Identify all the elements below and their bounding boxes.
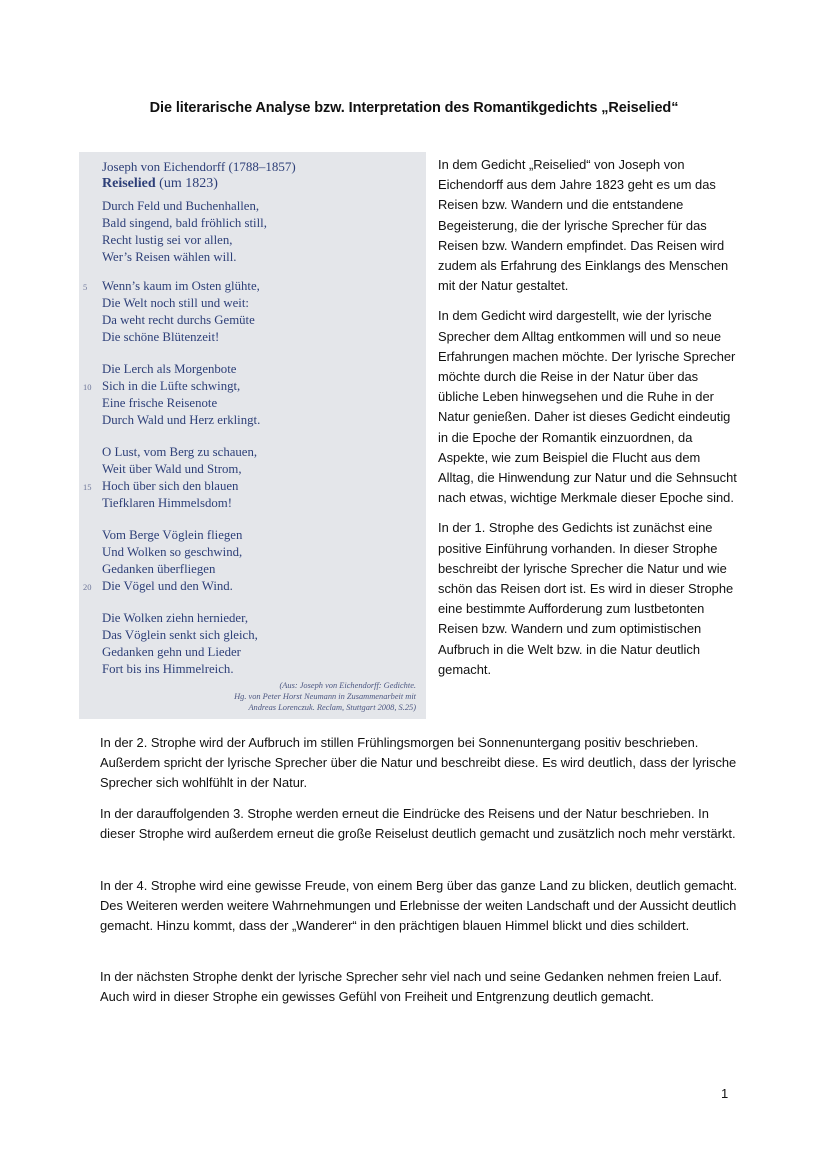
- poem-line: Sich in die Lüfte schwingt,: [102, 379, 241, 393]
- paragraph-stanza-1: In der 1. Strophe des Gedichts ist zunächst eine positive Einführung vorhanden. In dieser Strophe beschreibt der lyrische Sprecher die Natur und wie schön das Reisen dort ist. Es wird in dieser Strophe eine bestimmte Aufforderung zum lustbetonten Reisen bzw. Wandern und zum optimistischen Aufbruch in die Welt bzw. in die Natur deutlich gemacht.: [438, 520, 734, 677]
- poem-line: Die Wolken ziehn hernieder,: [102, 611, 249, 625]
- poem-heading: [102, 176, 218, 192]
- poem-line: Die Lerch als Morgenbote: [102, 362, 237, 376]
- paragraph-stanza-4: [100, 876, 740, 937]
- poem-line: Wer’s Reisen wählen will.: [102, 250, 237, 264]
- line-number: 10: [83, 382, 92, 392]
- poem-line: Die schöne Blütenzeit!: [102, 330, 220, 344]
- poem-source-line: Hg. von Peter Horst Neumann in Zusammenarbeit mit: [234, 692, 416, 701]
- poem-line: Vom Berge Vöglein fliegen: [102, 528, 243, 542]
- poem-line: O Lust, vom Berg zu schauen,: [102, 445, 258, 459]
- line-number: 15: [83, 482, 92, 492]
- poem-image: [79, 152, 426, 719]
- poem-line: Tiefklaren Himmelsdom!: [102, 496, 232, 510]
- right-column-text: [438, 155, 738, 690]
- poem-line: Bald singend, bald fröhlich still,: [102, 216, 267, 230]
- poem-line: Gedanken gehn und Lieder: [102, 645, 241, 659]
- poem-line: Und Wolken so geschwind,: [102, 545, 243, 559]
- poem-line: Gedanken überfliegen: [102, 562, 216, 576]
- poem-line: Wenn’s kaum im Osten glühte,: [102, 279, 260, 293]
- poem-line: Fort bis ins Himmelreich.: [102, 662, 234, 676]
- poem-line: Durch Wald und Herz erklingt.: [102, 413, 261, 427]
- poem-line: Eine frische Reisenote: [102, 396, 218, 410]
- paragraph-stanza-5: [100, 967, 740, 1007]
- line-number: 5: [83, 282, 88, 292]
- poem-line: Durch Feld und Buchenhallen,: [102, 199, 260, 213]
- line-number: 20: [83, 582, 92, 592]
- paragraph-stanza-3: [100, 804, 740, 844]
- paragraph-text: In der 4. Strophe wird eine gewisse Freude, von einem Berg über das ganze Land zu blicken, deutlich gemacht. Des Weiteren werden weitere Wahrnehmungen und Erlebnisse der weiten Landschaft und der Aussicht deutlich gemacht. Hinzu kommt, dass der „Wanderer“ in den prächtigen blauen Himmel blickt und dies schildert.: [100, 878, 738, 934]
- poem-line: Da weht recht durchs Gemüte: [102, 313, 255, 327]
- poem-year: (um 1823): [159, 176, 218, 191]
- document-title: Die literarische Analyse bzw. Interpretation des Romantikgedichts „Reiselied“: [149, 100, 679, 116]
- page-number: 1: [721, 1086, 729, 1101]
- poem-line: Hoch über sich den blauen: [102, 479, 239, 493]
- paragraph-text: In der darauffolgenden 3. Strophe werden erneut die Eindrücke des Reisens und der Natur beschrieben. In dieser Strophe wird außerdem erneut die große Reiselust deutlich gemacht und zusätzlich noch mehr verstärkt.: [100, 806, 736, 842]
- paragraph-text: In der nächsten Strophe denkt der lyrische Sprecher sehr viel nach und seine Gedanken nehmen freien Lauf. Auch wird in dieser Strophe ein gewisses Gefühl von Freiheit und Entgrenzung deutlich gemacht.: [100, 969, 722, 1005]
- poem-source-line: Andreas Lorenczuk. Reclam, Stuttgart 2008, S.25): [248, 703, 416, 712]
- paragraph-stanza-2: [100, 733, 740, 794]
- poem-line: Das Vöglein senkt sich gleich,: [102, 628, 258, 642]
- poem-line: Weit über Wald und Strom,: [102, 462, 242, 476]
- poem-line: Die Welt noch still und weit:: [102, 296, 249, 310]
- paragraph-text: In der 2. Strophe wird der Aufbruch im stillen Frühlingsmorgen bei Sonnenuntergang positiv beschrieben. Außerdem spricht der lyrische Sprecher über die Natur und beschreibt diese. Es wird deutlich, dass der lyrische Sprecher sich wohlfühlt in der Natur.: [100, 735, 737, 791]
- poem-source-line: (Aus: Joseph von Eichendorff: Gedichte.: [279, 681, 416, 690]
- poem-author: Joseph von Eichendorff (1788–1857): [102, 159, 296, 174]
- poem-line: Die Vögel und den Wind.: [102, 579, 233, 593]
- poem-line: Recht lustig sei vor allen,: [102, 233, 233, 247]
- paragraph-content: In dem Gedicht wird dargestellt, wie der lyrische Sprecher dem Alltag entkommen will und so neue Erfahrungen machen möchte. Der lyrische Sprecher möchte durch die Reise in der Natur über das übliche Leben hinwegsehen und die Ruhe in der Natur genießen. Daher ist dieses Gedicht eindeutig in die Epoche der Romantik einzuordnen, da Aspekte, wie zum Beispiel die Flucht aus dem Alltag, die Hinwendung zur Natur und die Sehnsucht nach etwas, wichtige Merkmale dieser Epoche sind.: [438, 308, 737, 506]
- paragraph-intro: In dem Gedicht „Reiselied“ von Joseph von Eichendorff aus dem Jahre 1823 geht es um das Reisen bzw. Wandern und die entstandene Begeisterung, die der lyrische Sprecher für das Reisen bzw. Wandern empfindet. Das Reisen wird zudem als Erfahrung des Einklangs des Menschen mit der Natur gestaltet.: [438, 157, 729, 294]
- poem-title: Reiselied: [102, 176, 156, 191]
